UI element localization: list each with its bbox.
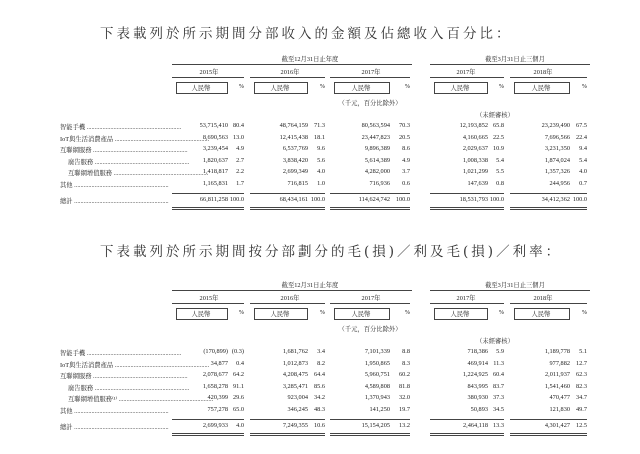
amount-cell: 3,838,420 (282, 156, 308, 164)
percent-cell: 9.6 (317, 145, 325, 152)
double-rule (510, 207, 587, 210)
amount-cell: 114,624,742 (358, 196, 390, 203)
rule (172, 64, 412, 65)
period-year-header: 截至12月31日止年度 (281, 56, 339, 63)
currency-label: 人民幣 (270, 85, 290, 92)
percent-cell: 37.3 (492, 394, 504, 401)
currency-label: 人民幣 (191, 311, 211, 318)
row-label: 智能手機 ............................................................ (60, 350, 182, 357)
amount-cell: 4,282,000 (364, 168, 390, 175)
percent-cell: 81.8 (398, 382, 410, 390)
amount-cell: 4,160,665 (462, 133, 488, 141)
percent-cell: 13.2 (398, 422, 410, 429)
amount-cell: 50,893 (470, 405, 488, 413)
amount-cell: 1,370,943 (364, 394, 390, 401)
amount-cell: 1,658,278 (202, 382, 228, 390)
amount-cell: 18,531,793 (459, 196, 488, 203)
percent-cell: 60.2 (398, 371, 410, 378)
amount-cell: 757,278 (207, 405, 228, 413)
row-label: 互聯網服務 ............................................................ (60, 373, 188, 380)
percent-header: % (498, 309, 504, 316)
double-rule (172, 433, 244, 436)
percent-cell: 2.7 (236, 156, 244, 164)
percent-cell: 34.7 (575, 394, 587, 401)
amount-cell: 1,541,460 (544, 382, 570, 390)
percent-cell: 13.3 (492, 422, 504, 429)
amount-cell: 1,165,831 (202, 179, 228, 187)
period-months-header: 截至3月31日止三個月 (485, 282, 545, 289)
amount-cell: 66,811,258 (199, 196, 228, 203)
amount-cell: 1,418,817 (202, 168, 228, 175)
amount-cell: 4,208,475 (282, 371, 308, 378)
row-label: 互聯網增值服務 ............................................................ (68, 170, 209, 177)
amount-cell: 716,815 (287, 179, 308, 187)
amount-cell: 7,101,339 (364, 348, 390, 355)
year-header: 2018年 (533, 295, 553, 302)
percent-header: % (238, 309, 244, 316)
percent-cell: 5.9 (496, 348, 504, 355)
rule (430, 64, 590, 65)
double-rule (172, 207, 244, 210)
percent-cell: 5.5 (496, 168, 504, 175)
percent-cell: 100.0 (572, 196, 587, 203)
rule (330, 193, 410, 194)
double-rule (330, 207, 410, 210)
rule (250, 77, 325, 78)
currency-label: 人民幣 (450, 85, 470, 92)
rule (510, 303, 587, 304)
row-label: 廣告服務 ............................................................ (68, 384, 190, 392)
percent-header: % (404, 309, 410, 316)
unaudited-note: （未經審核） (476, 338, 514, 345)
percent-cell: 4.9 (236, 145, 244, 152)
rule (172, 303, 244, 304)
revenue-table (60, 54, 605, 224)
percent-cell: 3.7 (402, 168, 410, 175)
amount-cell: 380,930 (467, 394, 488, 401)
percent-cell: (0.3) (231, 348, 244, 355)
year-header: 2017年 (456, 295, 476, 302)
amount-cell: 1,012,873 (282, 359, 308, 367)
percent-cell: 100.0 (489, 196, 504, 203)
amount-cell: 470,477 (549, 394, 570, 401)
percent-cell: 8.8 (402, 348, 410, 355)
amount-cell: 12,193,852 (459, 122, 488, 129)
amount-cell: 1,224,925 (462, 371, 488, 378)
percent-cell: 8.2 (317, 359, 325, 367)
amount-cell: 141,250 (369, 405, 390, 413)
row-label: 互聯網增值服務⁽¹⁾ ............................................................ (68, 396, 214, 403)
amount-cell: 9,896,389 (364, 145, 390, 152)
amount-cell: 1,950,865 (364, 359, 390, 367)
rule (510, 77, 587, 78)
percent-cell: 62.3 (575, 371, 587, 378)
percent-cell: 8.6 (402, 145, 410, 152)
percent-cell: 60.4 (492, 371, 504, 378)
percent-cell: 22.4 (575, 133, 587, 141)
amount-cell: 2,029,637 (462, 145, 488, 152)
row-label: 互聯網服務 ............................................................ (60, 147, 188, 154)
amount-cell: 12,415,438 (279, 133, 308, 141)
amount-cell: 5,614,389 (364, 156, 390, 164)
amount-cell: 346,245 (287, 405, 308, 413)
row-label: IoT與生活消費產品 ............................................................ (60, 135, 210, 143)
year-header: 2017年 (361, 295, 381, 302)
units-note: （千元，百分比除外） (338, 326, 402, 333)
amount-cell: 2,011,937 (545, 371, 570, 378)
percent-cell: 71.3 (313, 122, 325, 129)
rule (330, 303, 410, 304)
percent-cell: 9.4 (579, 145, 587, 152)
percent-cell: 48.3 (313, 405, 325, 413)
amount-cell: 23,447,823 (361, 133, 390, 141)
year-header: 2016年 (280, 295, 300, 302)
double-rule (430, 433, 504, 436)
currency-label: 人民幣 (450, 311, 470, 318)
rule (172, 419, 244, 420)
rule (510, 419, 587, 420)
rule (330, 77, 410, 78)
percent-cell: 49.7 (575, 405, 587, 413)
currency-label: 人民幣 (191, 85, 211, 92)
percent-cell: 13.0 (232, 133, 244, 141)
rule (172, 193, 244, 194)
percent-header: % (319, 83, 325, 90)
percent-cell: 100.0 (229, 196, 244, 203)
rule (430, 290, 590, 291)
percent-header: % (581, 309, 587, 316)
row-label: 其他 ............................................................ (60, 181, 169, 189)
amount-cell: 15,154,205 (361, 422, 390, 429)
rule (250, 193, 325, 194)
percent-cell: 11.3 (493, 359, 504, 367)
amount-cell: 469,914 (467, 359, 488, 367)
percent-header: % (238, 83, 244, 90)
percent-cell: 82.3 (575, 382, 587, 390)
amount-cell: 7,696,566 (544, 133, 570, 141)
rule (430, 419, 504, 420)
percent-cell: 12.7 (575, 359, 587, 367)
amount-cell: 3,285,471 (282, 382, 308, 390)
rule (430, 77, 504, 78)
amount-cell: 53,715,410 (199, 122, 228, 129)
percent-cell: 91.1 (232, 382, 244, 390)
amount-cell: 8,690,563 (202, 133, 228, 141)
amount-cell: 1,008,338 (462, 156, 488, 164)
percent-cell: 4.0 (579, 168, 587, 175)
percent-cell: 0.8 (496, 179, 504, 187)
percent-cell: 65.0 (232, 405, 244, 413)
percent-cell: 67.5 (575, 122, 587, 129)
amount-cell: 244,956 (549, 179, 570, 187)
year-header: 2015年 (199, 69, 219, 76)
row-label: 智能手機 ............................................................ (60, 124, 182, 131)
amount-cell: 5,960,751 (364, 371, 390, 378)
amount-cell: 121,830 (549, 405, 570, 413)
percent-cell: 10.6 (313, 422, 325, 429)
amount-cell: 4,301,427 (544, 422, 570, 429)
currency-label: 人民幣 (531, 311, 551, 318)
amount-cell: 718,386 (467, 348, 488, 355)
percent-cell: 1.0 (317, 179, 325, 187)
unaudited-note: （未經審核） (476, 112, 514, 119)
amount-cell: 1,357,326 (544, 168, 570, 175)
percent-cell: 70.3 (398, 122, 410, 129)
percent-cell: 34.2 (313, 394, 325, 401)
amount-cell: 147,639 (467, 179, 488, 187)
revenue-intro: 下表載列於所示期間分部收入的金額及佔總收入百分比： (100, 26, 513, 42)
amount-cell: 3,239,454 (202, 145, 228, 152)
row-label: 總計 ............................................................ (60, 424, 169, 431)
rule (510, 193, 587, 194)
percent-header: % (404, 83, 410, 90)
percent-cell: 5.4 (496, 156, 504, 164)
year-header: 2016年 (280, 69, 300, 76)
percent-cell: 0.7 (579, 179, 587, 187)
percent-cell: 1.7 (236, 179, 244, 187)
amount-cell: 34,877 (210, 359, 228, 367)
amount-cell: 977,882 (549, 359, 570, 367)
percent-cell: 2.2 (236, 168, 244, 175)
amount-cell: (170,899) (203, 348, 228, 355)
percent-cell: 4.0 (236, 422, 244, 429)
percent-cell: 34.5 (492, 405, 504, 413)
double-rule (430, 207, 504, 210)
amount-cell: 4,589,808 (364, 382, 390, 390)
percent-cell: 4.9 (402, 156, 410, 164)
rule (430, 303, 504, 304)
percent-cell: 12.5 (575, 422, 587, 429)
rule (250, 303, 325, 304)
rule (250, 419, 325, 420)
amount-cell: 1,681,762 (282, 348, 308, 355)
year-header: 2018年 (533, 69, 553, 76)
row-label: 其他 ............................................................ (60, 407, 169, 415)
amount-cell: 923,004 (287, 394, 308, 401)
row-label: 總計 ............................................................ (60, 198, 169, 205)
year-header: 2017年 (456, 69, 476, 76)
percent-cell: 20.5 (398, 133, 410, 141)
amount-cell: 6,537,769 (282, 145, 308, 152)
rule (172, 290, 412, 291)
amount-cell: 2,464,118 (463, 422, 488, 429)
row-label: 廣告服務 ............................................................ (68, 158, 190, 166)
percent-cell: 3.4 (317, 348, 325, 355)
percent-cell: 0.4 (236, 359, 244, 367)
row-label: IoT與生活消費產品 ............................................................ (60, 361, 210, 369)
amount-cell: 1,189,778 (544, 348, 570, 355)
amount-cell: 1,874,024 (544, 156, 570, 164)
double-rule (330, 433, 410, 436)
percent-cell: 8.3 (402, 359, 410, 367)
amount-cell: 2,699,933 (202, 422, 228, 429)
period-months-header: 截至3月31日止三個月 (485, 56, 545, 63)
amount-cell: 68,434,161 (279, 196, 308, 203)
double-rule (250, 207, 325, 210)
currency-label: 人民幣 (351, 85, 371, 92)
percent-cell: 4.0 (317, 168, 325, 175)
percent-cell: 19.7 (398, 405, 410, 413)
amount-cell: 843,995 (467, 382, 488, 390)
currency-label: 人民幣 (270, 311, 290, 318)
amount-cell: 23,239,490 (541, 122, 570, 129)
percent-cell: 5.1 (579, 348, 587, 355)
percent-cell: 65.8 (492, 122, 504, 129)
percent-cell: 5.6 (317, 156, 325, 164)
percent-cell: 83.7 (492, 382, 504, 390)
double-rule (250, 433, 325, 436)
percent-cell: 5.4 (579, 156, 587, 164)
percent-cell: 100.0 (310, 196, 325, 203)
amount-cell: 34,412,362 (541, 196, 570, 203)
percent-cell: 80.4 (232, 122, 244, 129)
percent-header: % (581, 83, 587, 90)
units-note: （千元，百分比除外） (338, 100, 402, 107)
percent-cell: 32.0 (398, 394, 410, 401)
percent-cell: 100.0 (395, 196, 410, 203)
amount-cell: 1,820,637 (202, 156, 228, 164)
double-rule (510, 433, 587, 436)
amount-cell: 2,078,677 (202, 371, 228, 378)
amount-cell: 3,231,350 (544, 145, 570, 152)
percent-cell: 22.5 (492, 133, 504, 141)
percent-header: % (319, 309, 325, 316)
percent-cell: 18.1 (313, 133, 325, 141)
amount-cell: 420,399 (207, 394, 228, 401)
rule (330, 419, 410, 420)
currency-label: 人民幣 (531, 85, 551, 92)
year-header: 2017年 (361, 69, 381, 76)
percent-cell: 29.6 (232, 394, 244, 401)
amount-cell: 716,936 (369, 179, 390, 187)
amount-cell: 2,699,349 (282, 168, 308, 175)
percent-cell: 0.6 (402, 179, 410, 187)
year-header: 2015年 (199, 295, 219, 302)
percent-cell: 64.4 (313, 371, 325, 378)
percent-cell: 64.2 (232, 371, 244, 378)
percent-header: % (498, 83, 504, 90)
percent-cell: 85.6 (313, 382, 325, 390)
gross-profit-intro: 下表載列於所示期間按分部劃分的毛(損)／利及毛(損)／利率： (100, 244, 563, 260)
rule (430, 193, 504, 194)
currency-label: 人民幣 (351, 311, 371, 318)
percent-cell: 10.9 (492, 145, 504, 152)
amount-cell: 7,249,355 (282, 422, 308, 429)
rule (172, 77, 244, 78)
amount-cell: 48,764,159 (279, 122, 308, 129)
gross-profit-table (60, 280, 605, 450)
period-year-header: 截至12月31日止年度 (281, 282, 339, 289)
amount-cell: 1,021,299 (462, 168, 488, 175)
amount-cell: 80,563,594 (361, 122, 390, 129)
